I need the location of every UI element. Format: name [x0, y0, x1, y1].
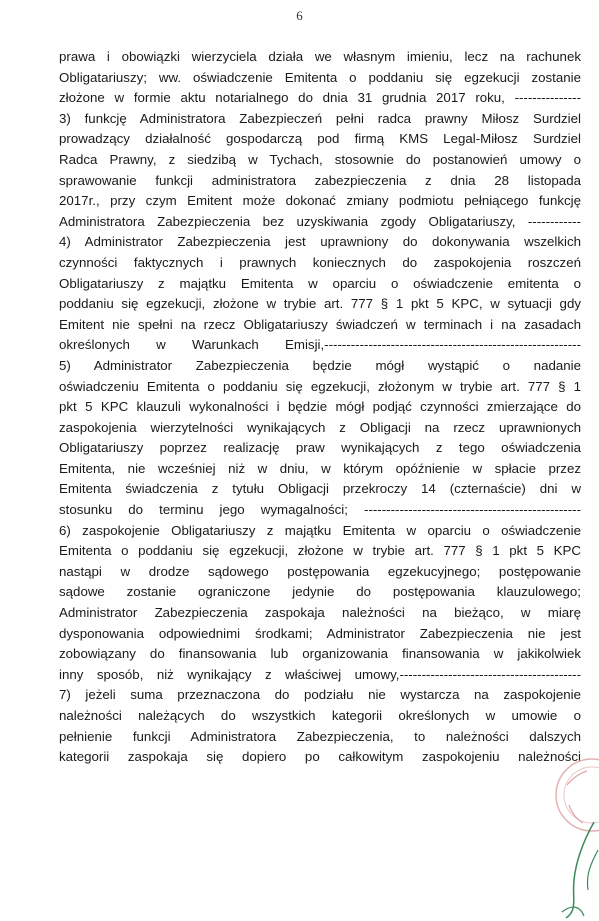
text-line: kategorii zaspokaja się dopiero po całkowitym zaspokojeniu należności: [59, 749, 581, 765]
text-line: sądowe zostanie ograniczone jedynie do postępowania klauzulowego;: [59, 584, 581, 600]
text-line: prawa i obowiązki wierzyciela działa we własnym imieniu, lecz na rachunek: [59, 49, 581, 64]
text-line: Emitenta świadczenia z tytułu Obligacji przekroczy 14 (czternaście) dni w: [59, 481, 581, 497]
text-line: Obligatariuszy; ww. oświadczenie Emitenta o poddaniu się egzekucji zostanie: [59, 69, 581, 85]
text-line: 2017r., przy czym Emitent może dokonać zmiany podmiotu pełniącego funkcję: [59, 193, 581, 209]
text-line: zaspokojenia wierzytelności wynikających z Obligacji na rzecz uprawnionych: [59, 419, 581, 435]
document-body: [59, 47, 581, 768]
text-line: inny sposób, niż wynikający z właściwej umowy,-----------------------------------------: [59, 666, 581, 682]
text-line: należności należących do wszystkich kategorii określonych w umowie o: [59, 708, 581, 723]
text-line: sprawowanie funkcji administratora zabezpieczenia z dnia 28 listopada: [59, 172, 581, 188]
text-line: pełnienie funkcji Administratora Zabezpieczenia, to należności dalszych: [59, 728, 581, 744]
text-line: dysponowania odpowiednimi środkami; Administrator Zabezpieczenia nie jest: [59, 625, 581, 641]
text-line: Emitenta o poddaniu się egzekucji, złożone w trybie art. 777 § 1 pkt 5 KPC: [59, 543, 581, 559]
text-line: stosunku do terminu jego wymagalności; -------------------------------------------------: [59, 502, 581, 518]
page-number: 6: [296, 8, 303, 23]
text-line: 7) jeżeli suma przeznaczona do podziału nie wystarcza na zaspokojenie: [59, 687, 581, 703]
text-line: Obligatariuszy z majątku Emitenta w oparciu o oświadczenie emitenta o: [59, 275, 581, 291]
text-line: oświadczeniu Emitenta o poddaniu się egzekucji, złożonym w trybie art. 777 § 1: [59, 378, 581, 394]
text-line: Emitent nie spełni na rzecz Obligatariuszy świadczeń w terminach i na zasadach: [59, 316, 581, 332]
text-line: Emitenta, nie wcześniej niż w dniu, w którym opóźnienie w spłacie przez: [59, 460, 581, 476]
text-line: Administrator Zabezpieczenia zaspokaja należności na bieżąco, w miarę: [59, 605, 581, 621]
text-line: czynności faktycznych i prawnych koniecznych do zaspokojenia roszczeń: [59, 254, 581, 270]
text-line: prowadzący działalność gospodarczą pod firmą KMS Legal-Miłosz Surdziel: [59, 131, 581, 147]
text-line: 5) Administrator Zabezpieczenia będzie mógł wystąpić o nadanie: [59, 357, 581, 373]
text-line: 3) funkcję Administratora Zabezpieczeń pełni radca prawny Miłosz Surdziel: [59, 110, 581, 126]
signature-icon: [554, 820, 599, 921]
text-line: pkt 5 KPC klauzuli wykonalności i będzie mógł podjąć czynności zmierzające do: [59, 399, 581, 415]
text-line: poddaniu się egzekucji, złożone w trybie art. 777 § 1 pkt 5 KPC, w sytuacji gdy: [59, 296, 581, 312]
text-line: nastąpi w drodze sądowego postępowania egzekucyjnego; postępowanie: [59, 563, 581, 579]
text-line: Radca Prawny, z siedzibą w Tychach, stosownie do postanowień umowy o: [59, 151, 581, 167]
text-line: zobowiązany do finansowania lub organizowania finansowania w jakikolwiek: [59, 646, 581, 662]
text-line: Obligatariuszy poprzez realizację praw wynikających z tego oświadczenia: [59, 440, 581, 456]
text-line: złożone w formie aktu notarialnego do dnia 31 grudnia 2017 roku, ---------------: [59, 90, 581, 106]
text-line: określonych w Warunkach Emisji,----------------------------------------------------------: [59, 337, 581, 353]
text-line: Administratora Zabezpieczenia bez uzyskiwania zgody Obligatariuszy, ------------: [59, 213, 581, 229]
text-line: 4) Administrator Zabezpieczenia jest uprawniony do dokonywania wszelkich: [59, 234, 581, 250]
text-line: 6) zaspokojenie Obligatariuszy z majątku Emitenta w oparciu o oświadczenie: [59, 522, 581, 538]
